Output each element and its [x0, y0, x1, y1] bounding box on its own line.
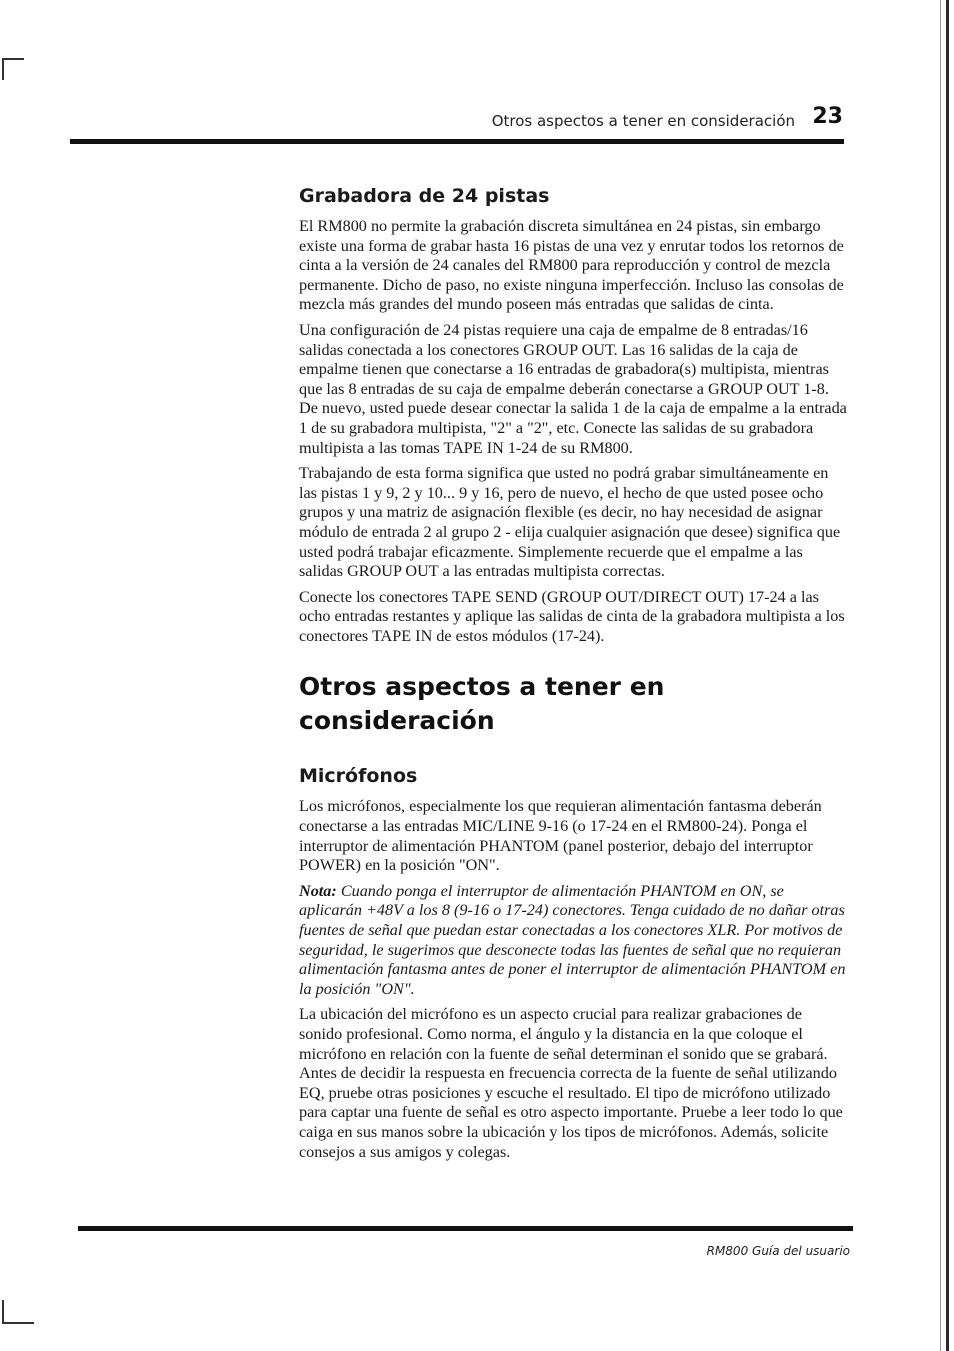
footer-rule [78, 1226, 853, 1231]
page-header [70, 104, 843, 140]
crop-mark-top-left [2, 58, 24, 80]
paragraph: Trabajando de esta forma significa que usted no podrá grabar simultáneamente en las pistas 1 y 9, 2 y 10... 9 y 16, pero de nuevo, el hecho de que usted posee ocho grupos y una matriz de asignación flexible (es decir, no hay necesidad de asignar módulo de entrada 2 al grupo 2 - elija cualquier asignación que desee) significa que usted podrá trabajar eficazmente. Simplemente recuerde que el empalme a las salidas GROUP OUT a las entradas multipista correctas. [299, 464, 841, 581]
scan-edge [946, 0, 949, 1351]
paragraph: El RM800 no permite la grabación discreta simultánea en 24 pistas, sin embargo existe una forma de grabar hasta 16 pistas de una vez y enrutar todos los retornos de cinta a la versión de 24 canales del RM800 para reproducción y control de mezcla permanente. Dicho de paso, no existe ninguna imperfección. Incluso las consolas de mezcla más grandes del mundo poseen más entradas que salidas de cinta. [299, 217, 844, 314]
paragraph: Los micrófonos, especialmente los que requieran alimentación fantasma deberán conectarse a las entradas MIC/LINE 9-16 (o 17-24 en el RM800-24). Ponga el interruptor de alimentación PHANTOM (panel posterior, debajo del interruptor POWER) en la posición "ON". [299, 797, 822, 875]
note-text: Cuando ponga el interruptor de alimentación PHANTOM en ON, se aplicarán +48V a los 8 (9-16 o 17-24) conectores. Tenga cuidado de no dañar otras fuentes de señal que puedan estar conectadas a los conectores XLR. Por motivos de seguridad, le sugerimos que desconecte todas las fuentes de señal que no requieran alimentación fantasma antes de poner el interruptor de alimentación PHANTOM en la posición "ON". [299, 881, 846, 998]
note-paragraph [299, 882, 847, 1000]
note-label: Nota: [299, 881, 337, 900]
paragraph: Una configuración de 24 pistas requiere una caja de empalme de 8 entradas/16 salidas conectada a los conectores GROUP OUT. Las 16 salidas de la caja de empalme tienen que conectarse a 16 entradas de grabadora(s) multipista, mientras que las 8 entradas de su caja de empalme deberán conectarse a GROUP OUT 1-8. De nuevo, usted puede desear conectar la salida 1 de la caja de empalme a la entrada 1 de su grabadora multipista, "2" a "2", etc. Conecte las salidas de su grabadora multipista a las tomas TAPE IN 1-24 de su RM800. [299, 320, 847, 457]
running-title: Otros aspectos a tener en consideración [491, 112, 795, 130]
page-number: 23 [812, 104, 843, 129]
section-heading-grabadora: Grabadora de 24 pistas [299, 185, 550, 207]
paragraph: La ubicación del micrófono es un aspecto crucial para realizar grabaciones de sonido profesional. Como norma, el ángulo y la distancia en la que coloque el micrófono en relación con la fuente de señal determinan el sonido que se grabará. Antes de decidir la respuesta en frecuencia correcta de la fuente de señal utilizando EQ, pruebe otras posiciones y escuche el resultado. El tipo de micrófono utilizado para captar una fuente de señal es otro aspecto importante. Pruebe a leer todo lo que caiga en sus manos sobre la ubicación y los tipos de micrófonos. Además, solicite consejos a sus amigos y colegas. [299, 1005, 843, 1161]
paragraph: Conecte los conectores TAPE SEND (GROUP OUT/DIRECT OUT) 17-24 a las ocho entradas restantes y aplique las salidas de cinta de la grabadora multipista a los conectores TAPE IN de estos módulos (17-24). [299, 587, 845, 645]
chapter-heading: Otros aspectos a tener en consideración [299, 672, 665, 736]
section-heading-microfonos: Micrófonos [299, 765, 418, 788]
crop-mark-bottom-left [2, 1300, 34, 1324]
page-body [299, 184, 847, 1168]
header-rule [70, 139, 844, 144]
footer-text: RM800 Guía del usuario [706, 1244, 850, 1258]
scan-edge-inner [940, 0, 941, 1351]
